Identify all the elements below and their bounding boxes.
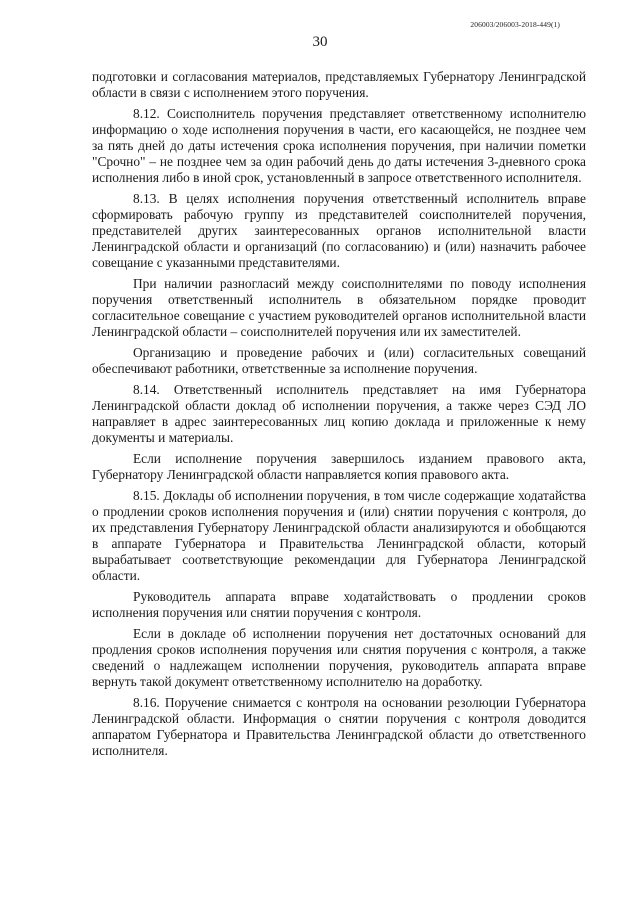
document-registration-code: 206003/206003-2018-449(1): [470, 20, 560, 29]
paragraph-8-14: 8.14. Ответственный исполнитель представляет на имя Губернатора Ленинградской области доклад об исполнении поручения, а также через СЭД ЛО направляет в адрес заинтересованных лиц копию доклада и приложенные к нему документы и материалы.: [92, 382, 586, 445]
paragraph-continuation: подготовки и согласования материалов, представляемых Губернатору Ленинградской области в связи с исполнением этого поручения.: [92, 69, 586, 100]
paragraph-8-16: 8.16. Поручение снимается с контроля на основании резолюции Губернатора Ленинградской области. Информация о снятии поручения с контроля доводится аппаратом Губернатора и Правительства Ленинградской области до ответственного исполнителя.: [92, 695, 586, 758]
paragraph-8-12: 8.12. Соисполнитель поручения представляет ответственному исполнителю информацию о ходе исполнения поручения в части, его касающейся, не позднее чем за пять дней до даты истечения срока исполнения поручения, при наличии пометки "Срочно" – не позднее чем за один рабочий день до даты истечения 3-дневного срока исполнения либо в иной срок, установленный в запросе ответственного исполнителя.: [92, 106, 586, 185]
paragraph-extension-petition: Руководитель аппарата вправе ходатайствовать о продлении сроков исполнения поручения или снятии поручения с контроля.: [92, 589, 586, 620]
paragraph-disagreements: При наличии разногласий между соисполнителями по поводу исполнения поручения ответственный исполнитель в обязательном порядке проводит согласительное совещание с участием руководителей органов исполнительной власти Ленинградской области – соисполнителей поручения или их заместителей.: [92, 276, 586, 339]
paragraph-return-for-revision: Если в докладе об исполнении поручения нет достаточных оснований для продления сроков исполнения поручения или снятия поручения с контроля, а также сведений о надлежащем исполнении поручения, руководитель аппарата вправе вернуть такой документ ответственному исполнителю на доработку.: [92, 626, 586, 689]
paragraph-8-13: 8.13. В целях исполнения поручения ответственный исполнитель вправе сформировать рабочую группу из представителей соисполнителей поручения, представителей других заинтересованных органов исполнительной власти Ленинградской области и организаций (по согласованию) и (или) назначить рабочее совещание с указанными представителями.: [92, 191, 586, 270]
paragraph-8-15: 8.15. Доклады об исполнении поручения, в том числе содержащие ходатайства о продлении сроков исполнения поручения и (или) снятии поручения с контроля, до их представления Губернатору Ленинградской области анализируются и обобщаются в аппарате Губернатора и Правительства Ленинградской области, который вырабатывает соответствующие рекомендации для Губернатора Ленинградской области.: [92, 488, 586, 583]
paragraph-legal-act-copy: Если исполнение поручения завершилось изданием правового акта, Губернатору Ленинградской области направляется копия правового акта.: [92, 451, 586, 482]
paragraph-meetings-organization: Организацию и проведение рабочих и (или) согласительных совещаний обеспечивают работники, ответственные за исполнение поручения.: [92, 345, 586, 376]
document-body: [92, 69, 586, 759]
page-number: 30: [312, 34, 328, 50]
